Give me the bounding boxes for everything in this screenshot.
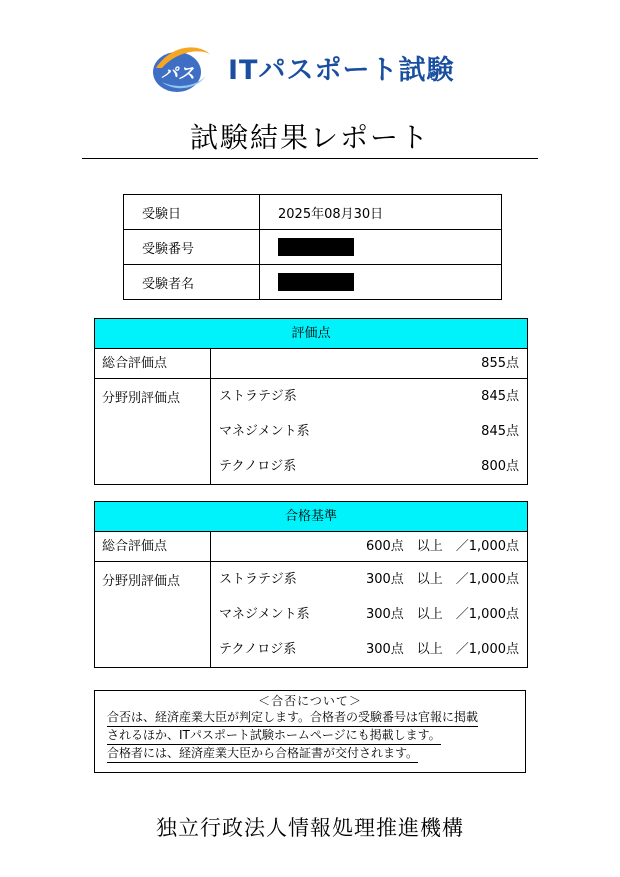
evaluation-section [94, 318, 528, 485]
field-score: 845点 [481, 389, 519, 404]
exam-date-label: 受験日 [124, 195, 260, 230]
title-divider [82, 158, 538, 159]
evaluation-heading: 評価点 [95, 319, 527, 349]
exam-number-label: 受験番号 [124, 230, 260, 265]
pass-fail-notes [94, 690, 526, 773]
exam-number-redacted [278, 238, 354, 256]
field-score: 845点 [481, 424, 519, 439]
evaluation-fields-row [95, 379, 527, 484]
exam-number-row [124, 230, 502, 265]
examinee-name-label: 受験者名 [124, 265, 260, 300]
criteria-field-strategy [211, 569, 527, 604]
examinee-name-row [124, 265, 502, 300]
criteria-field-technology [211, 639, 527, 674]
criteria-field-label: 分野別評価点 [95, 562, 211, 667]
criteria-fields-row [95, 562, 527, 667]
examinee-info-table [123, 194, 502, 300]
field-threshold: 300点 以上 ／1,000点 [365, 607, 519, 622]
field-name: テクノロジ系 [219, 459, 297, 474]
criteria-heading: 合格基準 [95, 502, 527, 532]
criteria-field-management [211, 604, 527, 639]
criteria-total-row [95, 532, 527, 562]
evaluation-total-label: 総合評価点 [95, 349, 211, 378]
field-score: 800点 [481, 459, 519, 474]
notes-line: 合否は、経済産業大臣が判定します。合格者の受験番号は官報に掲載 [107, 709, 478, 727]
criteria-section [94, 501, 528, 668]
criteria-total-value: 600点 以上 ／1,000点 [365, 539, 519, 554]
passport-logo-icon [148, 38, 214, 98]
evaluation-field-label: 分野別評価点 [95, 379, 211, 484]
evaluation-field-strategy [211, 386, 527, 421]
criteria-total-label: 総合評価点 [95, 532, 211, 561]
field-threshold: 300点 以上 ／1,000点 [365, 642, 519, 657]
exam-date-row [124, 195, 502, 230]
field-name: マネジメント系 [219, 424, 310, 439]
field-name: ストラテジ系 [219, 389, 297, 404]
evaluation-field-technology [211, 456, 527, 491]
examinee-name-redacted [278, 273, 354, 291]
field-threshold: 300点 以上 ／1,000点 [365, 572, 519, 587]
it-passport-logo [148, 38, 478, 98]
evaluation-field-management [211, 421, 527, 456]
field-name: ストラテジ系 [219, 572, 297, 587]
field-name: マネジメント系 [219, 607, 310, 622]
evaluation-total-row [95, 349, 527, 379]
notes-line: 合格者には、経済産業大臣から合格証書が交付されます。 [107, 745, 418, 763]
notes-line: されるほか、ITパスポート試験ホームページにも掲載します。 [107, 727, 441, 745]
evaluation-total-value: 855点 [481, 356, 519, 371]
organization-name: 独立行政法人情報処理推進機構 [156, 816, 464, 840]
svg-text:パス: パス [161, 64, 195, 83]
notes-heading: ＜合否について＞ [258, 694, 362, 708]
field-name: テクノロジ系 [219, 642, 297, 657]
brand-title: ITパスポート試験 [228, 55, 455, 86]
report-title: 試験結果レポート [189, 121, 430, 154]
exam-date-value: 2025年08月30日 [260, 195, 502, 230]
